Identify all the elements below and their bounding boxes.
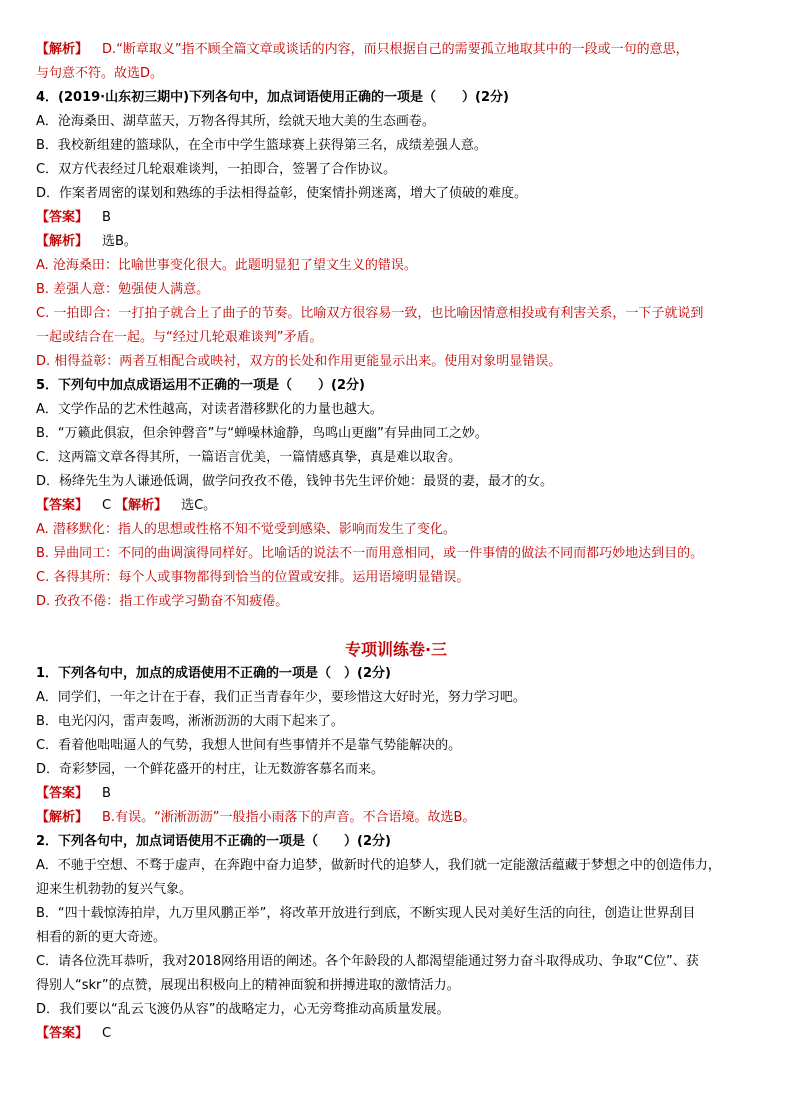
s2-option-b: B．“四十载惊涛拍岸，九万里风鹏正举”，将改革开放进行到底，不断实现人民对美好生活的向往，创造让世界刮目 [36, 906, 696, 921]
answer-tag: 【答案】 [36, 210, 89, 225]
q5-option-b: B．“万籁此俱寂，但余钟磬音”与“蝉噪林逾静，鸟鸣山更幽”有异曲同工之妙。 [36, 426, 488, 441]
section-title: 专项训练卷·三 [344, 640, 448, 659]
answer-tag: 【答案】 [36, 498, 89, 513]
q5-option-d: D．杨绛先生为人谦逊低调，做学问孜孜不倦，钱钟书先生评价她：最贤的妻，最才的女。 [36, 474, 554, 489]
q4-option-c: C．双方代表经过几轮艰难谈判，一拍即合，签署了合作协议。 [36, 162, 397, 177]
s2-option-a-cont: 迎来生机勃勃的复兴气象。 [36, 882, 193, 897]
q5-option-a: A．文学作品的艺术性越高，对读者潜移默化的力量也越大。 [36, 402, 383, 417]
q4-note-d: D. 相得益彰：两者互相配合或映衬，双方的长处和作用更能显示出来。使用对象明显错误。 [36, 354, 562, 369]
q5-option-c: C．这两篇文章各得其所，一篇语言优美，一篇情感真挚，真是难以取舍。 [36, 450, 462, 465]
s1-analysis: B.有误。“淅淅沥沥”一般指小雨落下的声音。不合语境。故选B。 [102, 810, 476, 825]
s2-answer: C [102, 1026, 112, 1041]
section-q2-stem: 2．下列各句中，加点词语使用不正确的一项是（ ）(2分) [36, 834, 391, 849]
analysis-text: D.“断章取义”指不顾全篇文章或谈话的内容，而只根据自己的需要孤立地取其中的一段或一句的意思， [102, 42, 689, 57]
s1-option-c: C．看着他咄咄逼人的气势，我想人世间有些事情并不是靠气势能解决的。 [36, 738, 462, 753]
s1-analysis-line [36, 808, 475, 828]
question-4-stem: 4．(2019·山东初三期中)下列各句中，加点词语使用正确的一项是（ ）(2分) [36, 90, 509, 105]
s2-option-c-cont: 得别人“skr”的点赞，展现出积极向上的精神面貌和拼搏进取的激情活力。 [36, 978, 460, 993]
analysis-tag: 【解析】 [36, 234, 89, 249]
s1-answer: B [102, 786, 111, 801]
s1-option-d: D．奇彩梦园，一个鲜花盛开的村庄，让无数游客慕名而来。 [36, 762, 385, 777]
q4-option-d: D．作案者周密的谋划和熟练的手法相得益彰，使案情扑朔迷离，增大了侦破的难度。 [36, 186, 528, 201]
s2-option-b-cont: 相看的新的更大奇迹。 [36, 930, 167, 945]
answer-tag: 【答案】 [36, 1026, 89, 1041]
s2-option-a: A．不驰于空想、不骛于虚声，在奔跑中奋力追梦，做新时代的追梦人，我们就一定能激活蕴藏于梦想之中的创造伟力， [36, 858, 721, 873]
q4-note-b: B. 差强人意：勉强使人满意。 [36, 282, 210, 297]
analysis-text-cont: 与句意不符。故选D。 [36, 66, 164, 81]
q4-analysis-line [36, 232, 137, 252]
q4-answer-line [36, 208, 111, 228]
section-q1-stem: 1．下列各句中，加点的成语使用不正确的一项是（ ）(2分) [36, 666, 391, 681]
s1-option-b: B．电光闪闪，雷声轰鸣，淅淅沥沥的大雨下起来了。 [36, 714, 344, 729]
q4-note-c-cont: 一起或结合在一起。与“经过几轮艰难谈判”矛盾。 [36, 330, 323, 345]
q5-analysis: 选C。 [181, 498, 217, 513]
analysis-line [36, 40, 689, 60]
question-5-stem: 5．下列句中加点成语运用不正确的一项是（ ）(2分) [36, 378, 365, 393]
s2-answer-line [36, 1024, 111, 1044]
s1-option-a: A．同学们，一年之计在于春，我们正当青春年少，要珍惜这大好时光，努力学习吧。 [36, 690, 526, 705]
q5-note-b: B. 异曲同工：不同的曲调演得同样好。比喻话的说法不一而用意相同，或一件事情的做法不同而都巧妙地达到目的。 [36, 546, 704, 561]
q5-answer: C [102, 498, 112, 513]
q4-answer: B [102, 210, 111, 225]
q5-note-d: D. 孜孜不倦：指工作或学习勤奋不知疲倦。 [36, 594, 289, 609]
s2-option-d: D．我们要以“乱云飞渡仍从容”的战略定力，心无旁骛推动高质量发展。 [36, 1002, 450, 1017]
analysis-tag: 【解析】 [36, 810, 89, 825]
analysis-tag: 【解析】 [36, 42, 89, 57]
q4-option-a: A．沧海桑田、湖草蓝天，万物各得其所，绘就天地大美的生态画卷。 [36, 114, 435, 129]
s2-option-c: C．请各位洗耳恭听，我对2018网络用语的阐述。各个年龄段的人都渴望能通过努力奋斗取得成功、争取“C位”、获 [36, 954, 699, 969]
q4-note-c: C. 一拍即合：一打拍子就合上了曲子的节奏。比喻双方很容易一致，也比喻因情意相投或有利害关系，一下子就说到 [36, 306, 704, 321]
q4-note-a: A. 沧海桑田：比喻世事变化很大。此题明显犯了望文生义的错误。 [36, 258, 417, 273]
q5-note-c: C. 各得其所：每个人或事物都得到恰当的位置或安排。运用语境明显错误。 [36, 570, 470, 585]
q5-answer-line [36, 496, 216, 516]
answer-tag: 【答案】 [36, 786, 89, 801]
q5-note-a: A. 潜移默化：指人的思想或性格不知不觉受到感染、影响而发生了变化。 [36, 522, 456, 537]
q4-option-b: B．我校新组建的篮球队，在全市中学生篮球赛上获得第三名，成绩差强人意。 [36, 138, 487, 153]
analysis-tag: 【解析】 [115, 498, 168, 513]
s1-answer-line [36, 784, 111, 804]
q4-analysis: 选B。 [102, 234, 137, 249]
